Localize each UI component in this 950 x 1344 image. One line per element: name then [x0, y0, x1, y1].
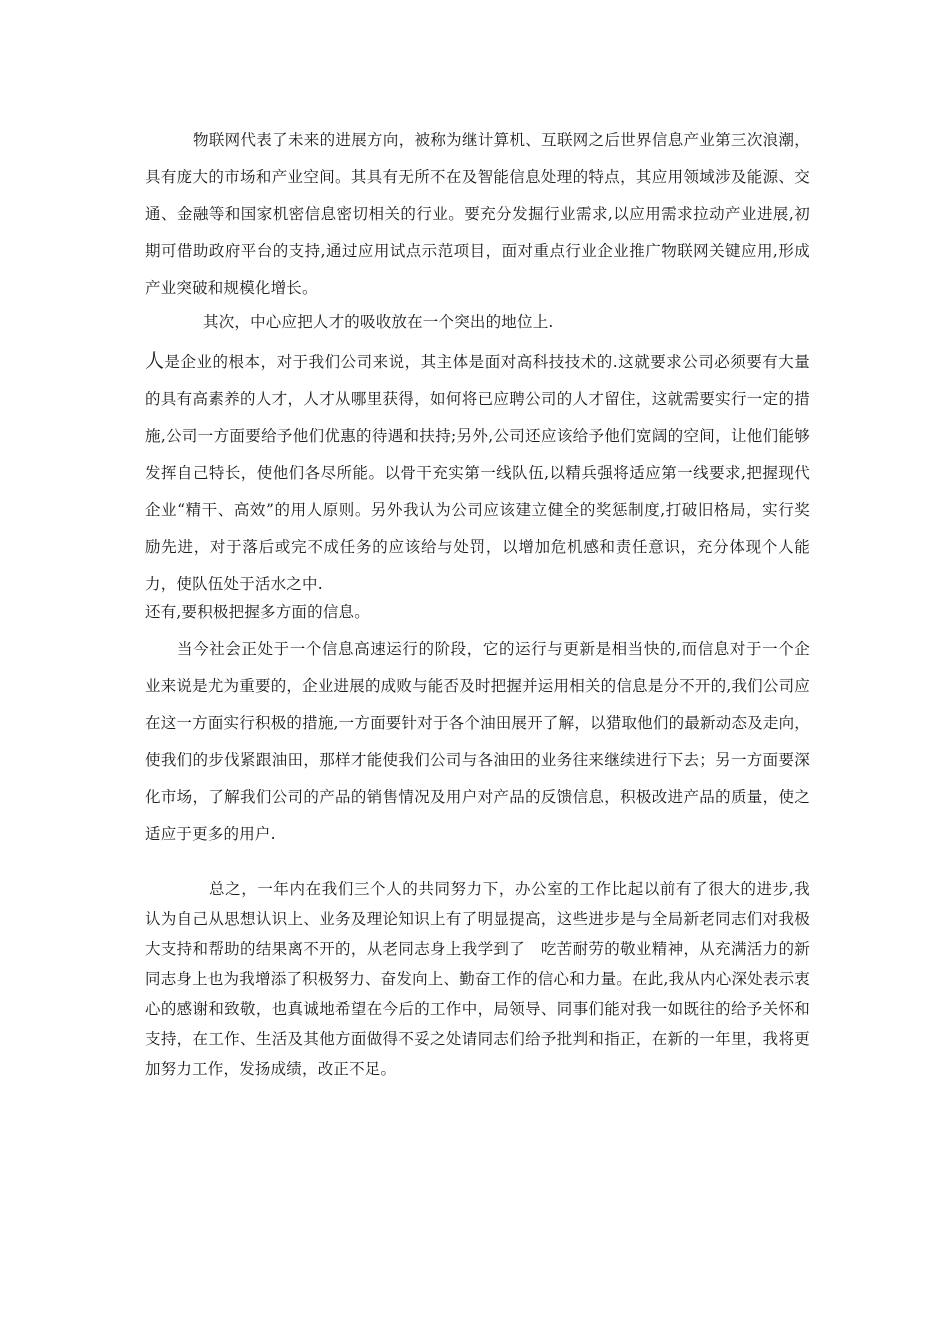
paragraph-conclusion: 总之，一年内在我们三个人的共同努力下，办公室的工作比起以前有了很大的进步,我认为自己从思想认识上、业务及理论知识上有了明显提高，这些进步是与全局新老同志们对我极大支持和帮助的结果离不开的，从老同志身上我学到了 吃苦耐劳的敬业精神，从充满活力的新同志身上也为我增添了积极努力、奋发向上、勤奋工作的信心和力量。在此,我从内心深处表示衷心的感谢和致敬，也真诚地希望在今后的工作中，局领导、同事们能对我一如既往的给予关怀和支持，在工作、生活及其他方面做得不妥之处请同志们给予批判和指正，在新的一年里，我将更加努力工作，发扬成绩，改正不足。: [145, 880, 810, 1078]
paragraph-first-character: 人: [145, 350, 165, 372]
paragraph-iot-development: 物联网代表了未来的进展方向，被称为继计算机、互联网之后世界信息产业第三次浪潮，具有庞大的市场和产业空间。其具有无所不在及智能信息处理的特点，其应用领域涉及能源、交通、金融等和国家机密信息密切相关的行业。要充分发掘行业需求,以应用需求拉动产业进展,初期可借助政府平台的支持,通过应用试点示范项目，面对重点行业企业推广物联网关键应用,形成产业突破和规模化增长。: [145, 131, 810, 297]
paragraph-talent-heading: 其次，中心应把人才的吸收放在一个突出的地位上.: [203, 313, 554, 331]
paragraph-talent-policy: [145, 343, 810, 603]
paragraph-talent-policy-text: 是企业的根本，对于我们公司来说，其主体是面对高科技技术的.这就要求公司必须要有大量的具有高素养的人才，人才从哪里获得，如何将已应聘公司的人才留住，这就需要实行一定的措施,公司一方面要给予他们优惠的待遇和扶持;另外,公司还应该给予他们宽阔的空间，让他们能够发挥自己特长，使他们各尽所能。以骨干充实第一线队伍,以精兵强将适应第一线要求,把握现代企业“精干、高效”的用人原则。另外我认为公司应该建立健全的奖惩制度,打破旧格局，实行奖励先进，对于落后或完不成任务的应该给与处罚，以增加危机感和责任意识，充分体现个人能力，使队伍处于活水之中.: [145, 353, 810, 593]
paragraph-information-heading: 还有,要积极把握多方面的信息。: [145, 603, 370, 621]
paragraph-information-strategy: 当今社会正处于一个信息高速运行的阶段，它的运行与更新是相当快的,而信息对于一个企业来说是尤为重要的，企业进展的成败与能否及时把握并运用相关的信息是分不开的,我们公司应在这一方面实行积极的措施,一方面要针对于各个油田展开了解，以猎取他们的最新动态及走向，使我们的步伐紧跟油田，那样才能使我们公司与各油田的业务往来继续进行下去；另一方面要深化市场，了解我们公司的产品的销售情况及用户对产品的反馈信息，积极改进产品的质量，使之适应于更多的用户.: [145, 640, 810, 843]
